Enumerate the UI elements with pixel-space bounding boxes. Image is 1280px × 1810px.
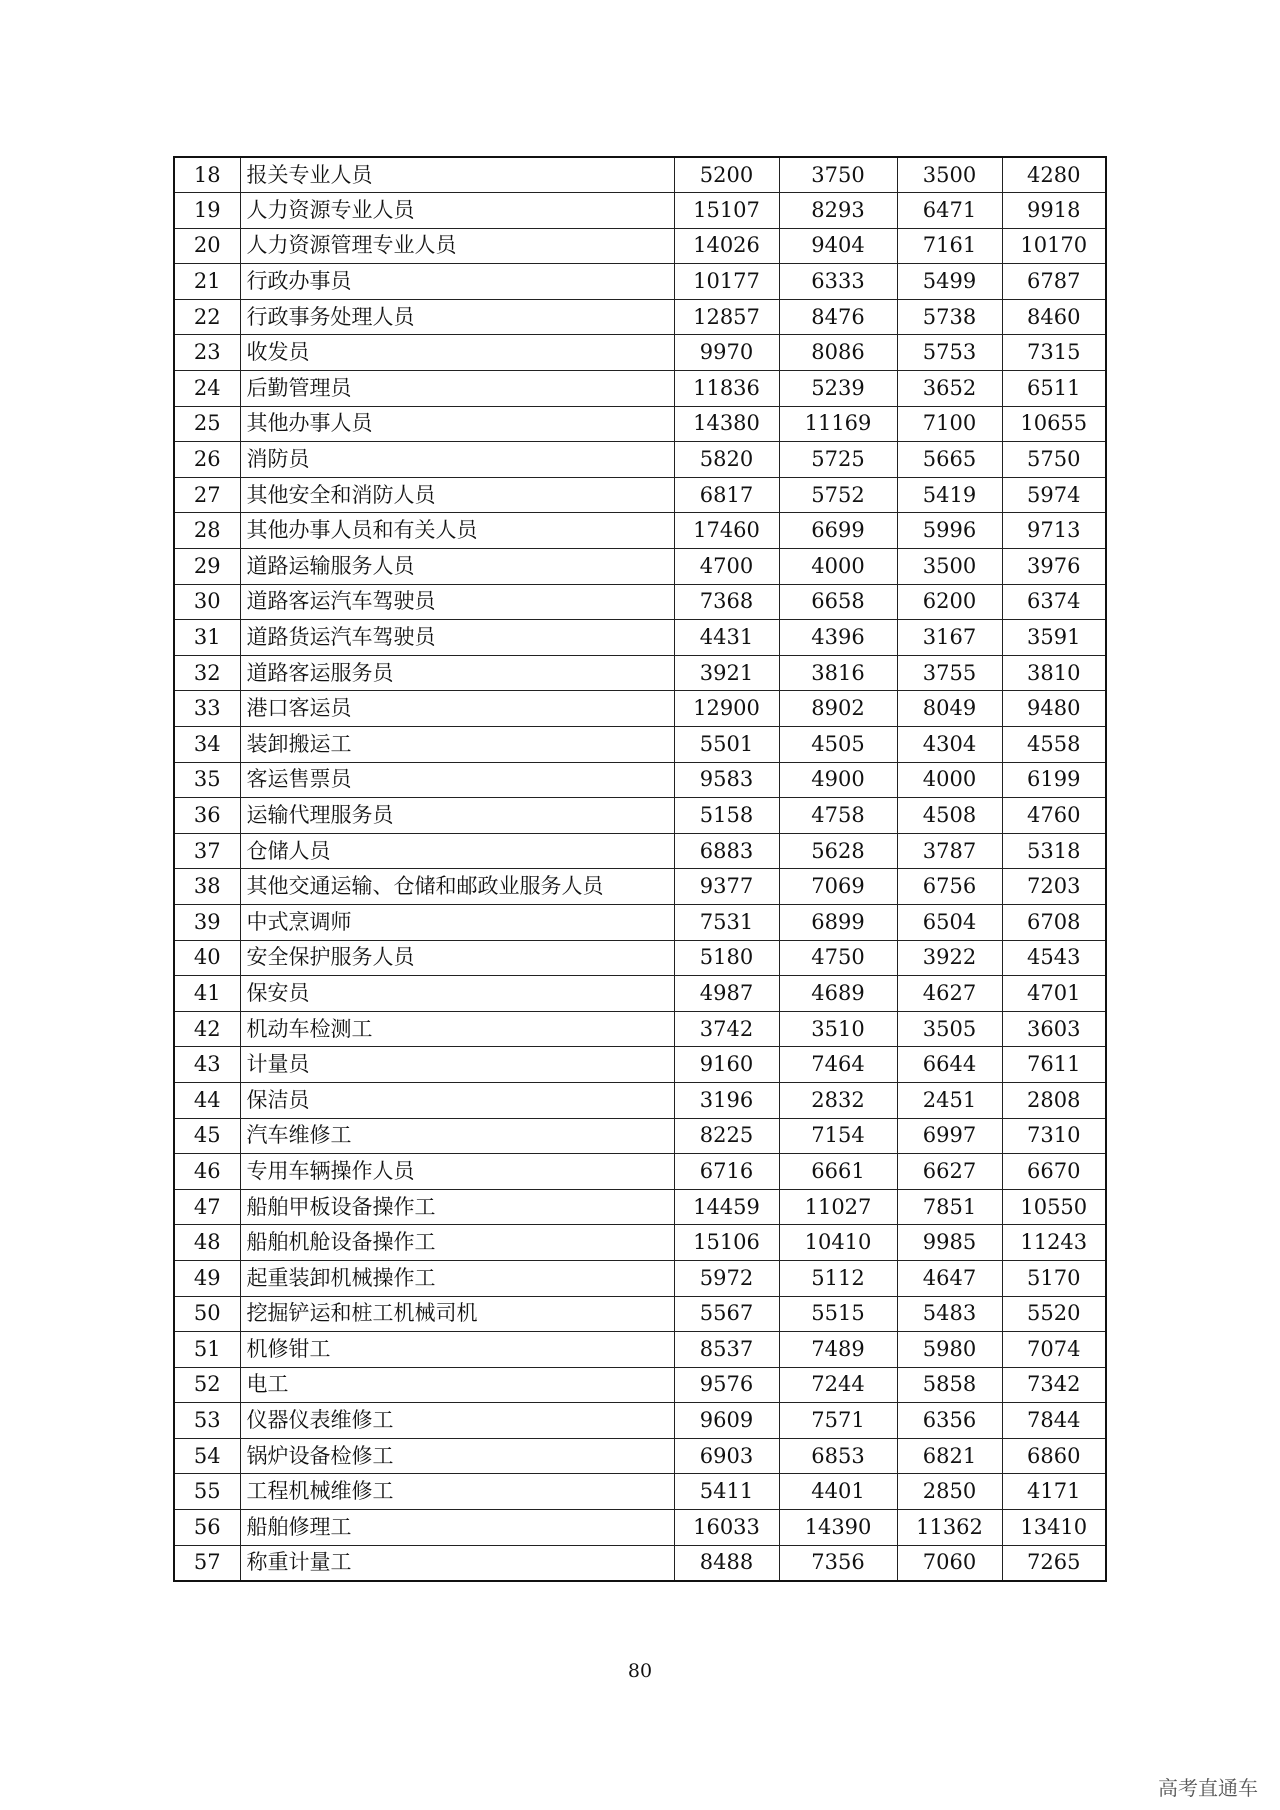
row-number-cell: 28 xyxy=(174,513,240,549)
value-cell-col4: 10550 xyxy=(1002,1189,1106,1225)
value-cell-col1: 5820 xyxy=(674,442,779,478)
value-cell-col4: 7265 xyxy=(1002,1545,1106,1581)
value-cell-col3: 9985 xyxy=(897,1225,1002,1261)
value-cell-col1: 4431 xyxy=(674,620,779,656)
occupation-name-cell: 中式烹调师 xyxy=(240,904,674,940)
occupation-name-cell: 仪器仪表维修工 xyxy=(240,1403,674,1439)
value-cell-col2: 7464 xyxy=(779,1047,897,1083)
occupation-name-cell: 人力资源专业人员 xyxy=(240,193,674,229)
row-number-cell: 33 xyxy=(174,691,240,727)
value-cell-col2: 6699 xyxy=(779,513,897,549)
value-cell-col2: 6899 xyxy=(779,904,897,940)
value-cell-col4: 10170 xyxy=(1002,228,1106,264)
value-cell-col2: 8086 xyxy=(779,335,897,371)
occupation-name-cell: 其他办事人员和有关人员 xyxy=(240,513,674,549)
value-cell-col2: 6853 xyxy=(779,1438,897,1474)
value-cell-col3: 4627 xyxy=(897,976,1002,1012)
value-cell-col2: 6658 xyxy=(779,584,897,620)
value-cell-col2: 5725 xyxy=(779,442,897,478)
row-number-cell: 53 xyxy=(174,1403,240,1439)
table-row xyxy=(174,727,1106,763)
value-cell-col2: 7244 xyxy=(779,1367,897,1403)
value-cell-col1: 8537 xyxy=(674,1332,779,1368)
table-row xyxy=(174,1011,1106,1047)
row-number-cell: 26 xyxy=(174,442,240,478)
table-row xyxy=(174,869,1106,905)
value-cell-col4: 9918 xyxy=(1002,193,1106,229)
value-cell-col1: 15107 xyxy=(674,193,779,229)
occupation-wage-table xyxy=(173,156,1107,1582)
occupation-name-cell: 机动车检测工 xyxy=(240,1011,674,1047)
value-cell-col3: 5665 xyxy=(897,442,1002,478)
table-row xyxy=(174,1545,1106,1581)
table-row xyxy=(174,157,1106,193)
value-cell-col1: 6903 xyxy=(674,1438,779,1474)
value-cell-col2: 2832 xyxy=(779,1082,897,1118)
page-number: 80 xyxy=(627,1660,653,1682)
occupation-name-cell: 其他办事人员 xyxy=(240,406,674,442)
table-row xyxy=(174,620,1106,656)
value-cell-col3: 3755 xyxy=(897,655,1002,691)
value-cell-col1: 10177 xyxy=(674,264,779,300)
occupation-name-cell: 其他交通运输、仓储和邮政业服务人员 xyxy=(240,869,674,905)
value-cell-col2: 7069 xyxy=(779,869,897,905)
value-cell-col2: 3510 xyxy=(779,1011,897,1047)
table-row xyxy=(174,655,1106,691)
value-cell-col1: 14380 xyxy=(674,406,779,442)
value-cell-col1: 5200 xyxy=(674,157,779,193)
value-cell-col1: 15106 xyxy=(674,1225,779,1261)
value-cell-col1: 8488 xyxy=(674,1545,779,1581)
value-cell-col3: 6504 xyxy=(897,904,1002,940)
value-cell-col2: 4000 xyxy=(779,549,897,585)
value-cell-col1: 9576 xyxy=(674,1367,779,1403)
occupation-name-cell: 行政办事员 xyxy=(240,264,674,300)
value-cell-col4: 8460 xyxy=(1002,299,1106,335)
value-cell-col3: 2451 xyxy=(897,1082,1002,1118)
occupation-name-cell: 后勤管理员 xyxy=(240,371,674,407)
row-number-cell: 30 xyxy=(174,584,240,620)
value-cell-col1: 5501 xyxy=(674,727,779,763)
table-row xyxy=(174,798,1106,834)
value-cell-col1: 6817 xyxy=(674,477,779,513)
value-cell-col4: 5170 xyxy=(1002,1260,1106,1296)
value-cell-col1: 9970 xyxy=(674,335,779,371)
value-cell-col2: 4900 xyxy=(779,762,897,798)
row-number-cell: 32 xyxy=(174,655,240,691)
value-cell-col3: 7060 xyxy=(897,1545,1002,1581)
value-cell-col1: 7531 xyxy=(674,904,779,940)
value-cell-col4: 13410 xyxy=(1002,1510,1106,1546)
row-number-cell: 40 xyxy=(174,940,240,976)
value-cell-col2: 14390 xyxy=(779,1510,897,1546)
table-row xyxy=(174,1367,1106,1403)
value-cell-col2: 7571 xyxy=(779,1403,897,1439)
value-cell-col3: 5419 xyxy=(897,477,1002,513)
value-cell-col4: 9713 xyxy=(1002,513,1106,549)
table-row xyxy=(174,442,1106,478)
value-cell-col4: 3976 xyxy=(1002,549,1106,585)
row-number-cell: 41 xyxy=(174,976,240,1012)
value-cell-col3: 4647 xyxy=(897,1260,1002,1296)
table-row xyxy=(174,833,1106,869)
row-number-cell: 51 xyxy=(174,1332,240,1368)
value-cell-col4: 3591 xyxy=(1002,620,1106,656)
value-cell-col3: 4508 xyxy=(897,798,1002,834)
value-cell-col1: 5972 xyxy=(674,1260,779,1296)
value-cell-col3: 5996 xyxy=(897,513,1002,549)
table-row xyxy=(174,1225,1106,1261)
value-cell-col2: 5239 xyxy=(779,371,897,407)
row-number-cell: 18 xyxy=(174,157,240,193)
occupation-name-cell: 客运售票员 xyxy=(240,762,674,798)
value-cell-col1: 4987 xyxy=(674,976,779,1012)
occupation-name-cell: 机修钳工 xyxy=(240,1332,674,1368)
table-row xyxy=(174,193,1106,229)
value-cell-col1: 9160 xyxy=(674,1047,779,1083)
row-number-cell: 54 xyxy=(174,1438,240,1474)
table-row xyxy=(174,1047,1106,1083)
value-cell-col1: 5567 xyxy=(674,1296,779,1332)
table-row xyxy=(174,584,1106,620)
value-cell-col4: 5520 xyxy=(1002,1296,1106,1332)
table-row xyxy=(174,228,1106,264)
value-cell-col4: 7611 xyxy=(1002,1047,1106,1083)
row-number-cell: 56 xyxy=(174,1510,240,1546)
occupation-name-cell: 工程机械维修工 xyxy=(240,1474,674,1510)
value-cell-col2: 8293 xyxy=(779,193,897,229)
value-cell-col1: 5180 xyxy=(674,940,779,976)
row-number-cell: 19 xyxy=(174,193,240,229)
value-cell-col2: 4505 xyxy=(779,727,897,763)
occupation-name-cell: 消防员 xyxy=(240,442,674,478)
value-cell-col1: 16033 xyxy=(674,1510,779,1546)
value-cell-col2: 8902 xyxy=(779,691,897,727)
table-row xyxy=(174,1332,1106,1368)
value-cell-col3: 6471 xyxy=(897,193,1002,229)
row-number-cell: 25 xyxy=(174,406,240,442)
value-cell-col1: 3921 xyxy=(674,655,779,691)
value-cell-col1: 11836 xyxy=(674,371,779,407)
value-cell-col4: 4171 xyxy=(1002,1474,1106,1510)
table-row xyxy=(174,406,1106,442)
value-cell-col2: 5515 xyxy=(779,1296,897,1332)
row-number-cell: 55 xyxy=(174,1474,240,1510)
occupation-name-cell: 收发员 xyxy=(240,335,674,371)
row-number-cell: 45 xyxy=(174,1118,240,1154)
table-row xyxy=(174,1154,1106,1190)
value-cell-col3: 3505 xyxy=(897,1011,1002,1047)
occupation-name-cell: 电工 xyxy=(240,1367,674,1403)
value-cell-col2: 5628 xyxy=(779,833,897,869)
value-cell-col4: 7342 xyxy=(1002,1367,1106,1403)
value-cell-col2: 7489 xyxy=(779,1332,897,1368)
occupation-name-cell: 行政事务处理人员 xyxy=(240,299,674,335)
table-row xyxy=(174,513,1106,549)
value-cell-col3: 3922 xyxy=(897,940,1002,976)
occupation-name-cell: 起重装卸机械操作工 xyxy=(240,1260,674,1296)
value-cell-col2: 5112 xyxy=(779,1260,897,1296)
table-row xyxy=(174,1189,1106,1225)
occupation-name-cell: 船舶机舱设备操作工 xyxy=(240,1225,674,1261)
row-number-cell: 52 xyxy=(174,1367,240,1403)
value-cell-col2: 7356 xyxy=(779,1545,897,1581)
table-row xyxy=(174,1082,1106,1118)
table-row xyxy=(174,371,1106,407)
value-cell-col4: 3603 xyxy=(1002,1011,1106,1047)
occupation-name-cell: 道路客运服务员 xyxy=(240,655,674,691)
watermark: 高考直通车 xyxy=(1158,1776,1258,1800)
table-row xyxy=(174,1403,1106,1439)
occupation-name-cell: 道路运输服务人员 xyxy=(240,549,674,585)
occupation-name-cell: 保安员 xyxy=(240,976,674,1012)
value-cell-col4: 7310 xyxy=(1002,1118,1106,1154)
value-cell-col4: 6670 xyxy=(1002,1154,1106,1190)
value-cell-col2: 7154 xyxy=(779,1118,897,1154)
value-cell-col3: 4000 xyxy=(897,762,1002,798)
value-cell-col4: 2808 xyxy=(1002,1082,1106,1118)
occupation-name-cell: 道路客运汽车驾驶员 xyxy=(240,584,674,620)
value-cell-col1: 6716 xyxy=(674,1154,779,1190)
value-cell-col3: 3500 xyxy=(897,549,1002,585)
occupation-name-cell: 运输代理服务员 xyxy=(240,798,674,834)
value-cell-col3: 5980 xyxy=(897,1332,1002,1368)
table-row xyxy=(174,264,1106,300)
value-cell-col4: 5318 xyxy=(1002,833,1106,869)
value-cell-col1: 12900 xyxy=(674,691,779,727)
occupation-name-cell: 锅炉设备检修工 xyxy=(240,1438,674,1474)
row-number-cell: 34 xyxy=(174,727,240,763)
value-cell-col2: 4401 xyxy=(779,1474,897,1510)
occupation-name-cell: 挖掘铲运和桩工机械司机 xyxy=(240,1296,674,1332)
value-cell-col3: 3167 xyxy=(897,620,1002,656)
row-number-cell: 21 xyxy=(174,264,240,300)
table-row xyxy=(174,904,1106,940)
table-row xyxy=(174,477,1106,513)
value-cell-col1: 14026 xyxy=(674,228,779,264)
row-number-cell: 57 xyxy=(174,1545,240,1581)
value-cell-col4: 4701 xyxy=(1002,976,1106,1012)
row-number-cell: 29 xyxy=(174,549,240,585)
value-cell-col3: 6356 xyxy=(897,1403,1002,1439)
table-row xyxy=(174,1438,1106,1474)
value-cell-col2: 4750 xyxy=(779,940,897,976)
value-cell-col3: 6821 xyxy=(897,1438,1002,1474)
value-cell-col3: 5738 xyxy=(897,299,1002,335)
row-number-cell: 20 xyxy=(174,228,240,264)
occupation-name-cell: 报关专业人员 xyxy=(240,157,674,193)
value-cell-col3: 6200 xyxy=(897,584,1002,620)
value-cell-col1: 6883 xyxy=(674,833,779,869)
value-cell-col3: 3787 xyxy=(897,833,1002,869)
occupation-name-cell: 船舶甲板设备操作工 xyxy=(240,1189,674,1225)
row-number-cell: 49 xyxy=(174,1260,240,1296)
value-cell-col1: 9583 xyxy=(674,762,779,798)
value-cell-col3: 3652 xyxy=(897,371,1002,407)
value-cell-col4: 4543 xyxy=(1002,940,1106,976)
table-row xyxy=(174,691,1106,727)
table-row xyxy=(174,762,1106,798)
value-cell-col2: 8476 xyxy=(779,299,897,335)
row-number-cell: 37 xyxy=(174,833,240,869)
value-cell-col1: 7368 xyxy=(674,584,779,620)
table-row xyxy=(174,335,1106,371)
value-cell-col3: 5483 xyxy=(897,1296,1002,1332)
occupation-name-cell: 汽车维修工 xyxy=(240,1118,674,1154)
occupation-name-cell: 安全保护服务人员 xyxy=(240,940,674,976)
row-number-cell: 35 xyxy=(174,762,240,798)
value-cell-col2: 4396 xyxy=(779,620,897,656)
table-row xyxy=(174,1260,1106,1296)
table-row xyxy=(174,940,1106,976)
value-cell-col4: 3810 xyxy=(1002,655,1106,691)
occupation-name-cell: 其他安全和消防人员 xyxy=(240,477,674,513)
row-number-cell: 22 xyxy=(174,299,240,335)
value-cell-col4: 6860 xyxy=(1002,1438,1106,1474)
value-cell-col4: 6374 xyxy=(1002,584,1106,620)
table-row xyxy=(174,976,1106,1012)
value-cell-col3: 6644 xyxy=(897,1047,1002,1083)
value-cell-col4: 6787 xyxy=(1002,264,1106,300)
row-number-cell: 48 xyxy=(174,1225,240,1261)
value-cell-col1: 4700 xyxy=(674,549,779,585)
value-cell-col2: 4758 xyxy=(779,798,897,834)
value-cell-col3: 6756 xyxy=(897,869,1002,905)
value-cell-col4: 7844 xyxy=(1002,1403,1106,1439)
value-cell-col3: 2850 xyxy=(897,1474,1002,1510)
value-cell-col4: 11243 xyxy=(1002,1225,1106,1261)
occupation-name-cell: 称重计量工 xyxy=(240,1545,674,1581)
value-cell-col3: 5858 xyxy=(897,1367,1002,1403)
row-number-cell: 23 xyxy=(174,335,240,371)
value-cell-col3: 11362 xyxy=(897,1510,1002,1546)
row-number-cell: 27 xyxy=(174,477,240,513)
value-cell-col2: 5752 xyxy=(779,477,897,513)
table-row xyxy=(174,1296,1106,1332)
value-cell-col2: 9404 xyxy=(779,228,897,264)
occupation-name-cell: 船舶修理工 xyxy=(240,1510,674,1546)
value-cell-col1: 3742 xyxy=(674,1011,779,1047)
row-number-cell: 47 xyxy=(174,1189,240,1225)
value-cell-col1: 9377 xyxy=(674,869,779,905)
row-number-cell: 36 xyxy=(174,798,240,834)
occupation-name-cell: 人力资源管理专业人员 xyxy=(240,228,674,264)
value-cell-col2: 4689 xyxy=(779,976,897,1012)
value-cell-col1: 12857 xyxy=(674,299,779,335)
occupation-name-cell: 道路货运汽车驾驶员 xyxy=(240,620,674,656)
table-body xyxy=(174,157,1106,1581)
value-cell-col4: 7203 xyxy=(1002,869,1106,905)
row-number-cell: 24 xyxy=(174,371,240,407)
value-cell-col2: 3750 xyxy=(779,157,897,193)
value-cell-col4: 4760 xyxy=(1002,798,1106,834)
value-cell-col1: 9609 xyxy=(674,1403,779,1439)
value-cell-col3: 6627 xyxy=(897,1154,1002,1190)
row-number-cell: 44 xyxy=(174,1082,240,1118)
value-cell-col4: 7074 xyxy=(1002,1332,1106,1368)
row-number-cell: 43 xyxy=(174,1047,240,1083)
value-cell-col2: 3816 xyxy=(779,655,897,691)
value-cell-col2: 11169 xyxy=(779,406,897,442)
row-number-cell: 31 xyxy=(174,620,240,656)
value-cell-col4: 4558 xyxy=(1002,727,1106,763)
value-cell-col3: 4304 xyxy=(897,727,1002,763)
value-cell-col1: 14459 xyxy=(674,1189,779,1225)
value-cell-col3: 3500 xyxy=(897,157,1002,193)
value-cell-col2: 6661 xyxy=(779,1154,897,1190)
value-cell-col3: 5753 xyxy=(897,335,1002,371)
value-cell-col4: 6708 xyxy=(1002,904,1106,940)
value-cell-col3: 6997 xyxy=(897,1118,1002,1154)
value-cell-col1: 5411 xyxy=(674,1474,779,1510)
value-cell-col1: 3196 xyxy=(674,1082,779,1118)
value-cell-col2: 11027 xyxy=(779,1189,897,1225)
table-row xyxy=(174,1474,1106,1510)
value-cell-col3: 5499 xyxy=(897,264,1002,300)
value-cell-col1: 17460 xyxy=(674,513,779,549)
value-cell-col3: 7100 xyxy=(897,406,1002,442)
occupation-name-cell: 港口客运员 xyxy=(240,691,674,727)
row-number-cell: 42 xyxy=(174,1011,240,1047)
table-row xyxy=(174,1118,1106,1154)
value-cell-col4: 4280 xyxy=(1002,157,1106,193)
value-cell-col2: 6333 xyxy=(779,264,897,300)
row-number-cell: 46 xyxy=(174,1154,240,1190)
row-number-cell: 50 xyxy=(174,1296,240,1332)
row-number-cell: 38 xyxy=(174,869,240,905)
row-number-cell: 39 xyxy=(174,904,240,940)
value-cell-col4: 6511 xyxy=(1002,371,1106,407)
occupation-name-cell: 仓储人员 xyxy=(240,833,674,869)
value-cell-col3: 7161 xyxy=(897,228,1002,264)
occupation-name-cell: 专用车辆操作人员 xyxy=(240,1154,674,1190)
table-row xyxy=(174,1510,1106,1546)
value-cell-col4: 5974 xyxy=(1002,477,1106,513)
table-row xyxy=(174,299,1106,335)
occupation-name-cell: 保洁员 xyxy=(240,1082,674,1118)
value-cell-col1: 8225 xyxy=(674,1118,779,1154)
value-cell-col4: 6199 xyxy=(1002,762,1106,798)
occupation-name-cell: 计量员 xyxy=(240,1047,674,1083)
occupation-name-cell: 装卸搬运工 xyxy=(240,727,674,763)
value-cell-col4: 9480 xyxy=(1002,691,1106,727)
value-cell-col4: 10655 xyxy=(1002,406,1106,442)
value-cell-col1: 5158 xyxy=(674,798,779,834)
value-cell-col3: 8049 xyxy=(897,691,1002,727)
value-cell-col3: 7851 xyxy=(897,1189,1002,1225)
value-cell-col4: 7315 xyxy=(1002,335,1106,371)
table-row xyxy=(174,549,1106,585)
value-cell-col2: 10410 xyxy=(779,1225,897,1261)
value-cell-col4: 5750 xyxy=(1002,442,1106,478)
